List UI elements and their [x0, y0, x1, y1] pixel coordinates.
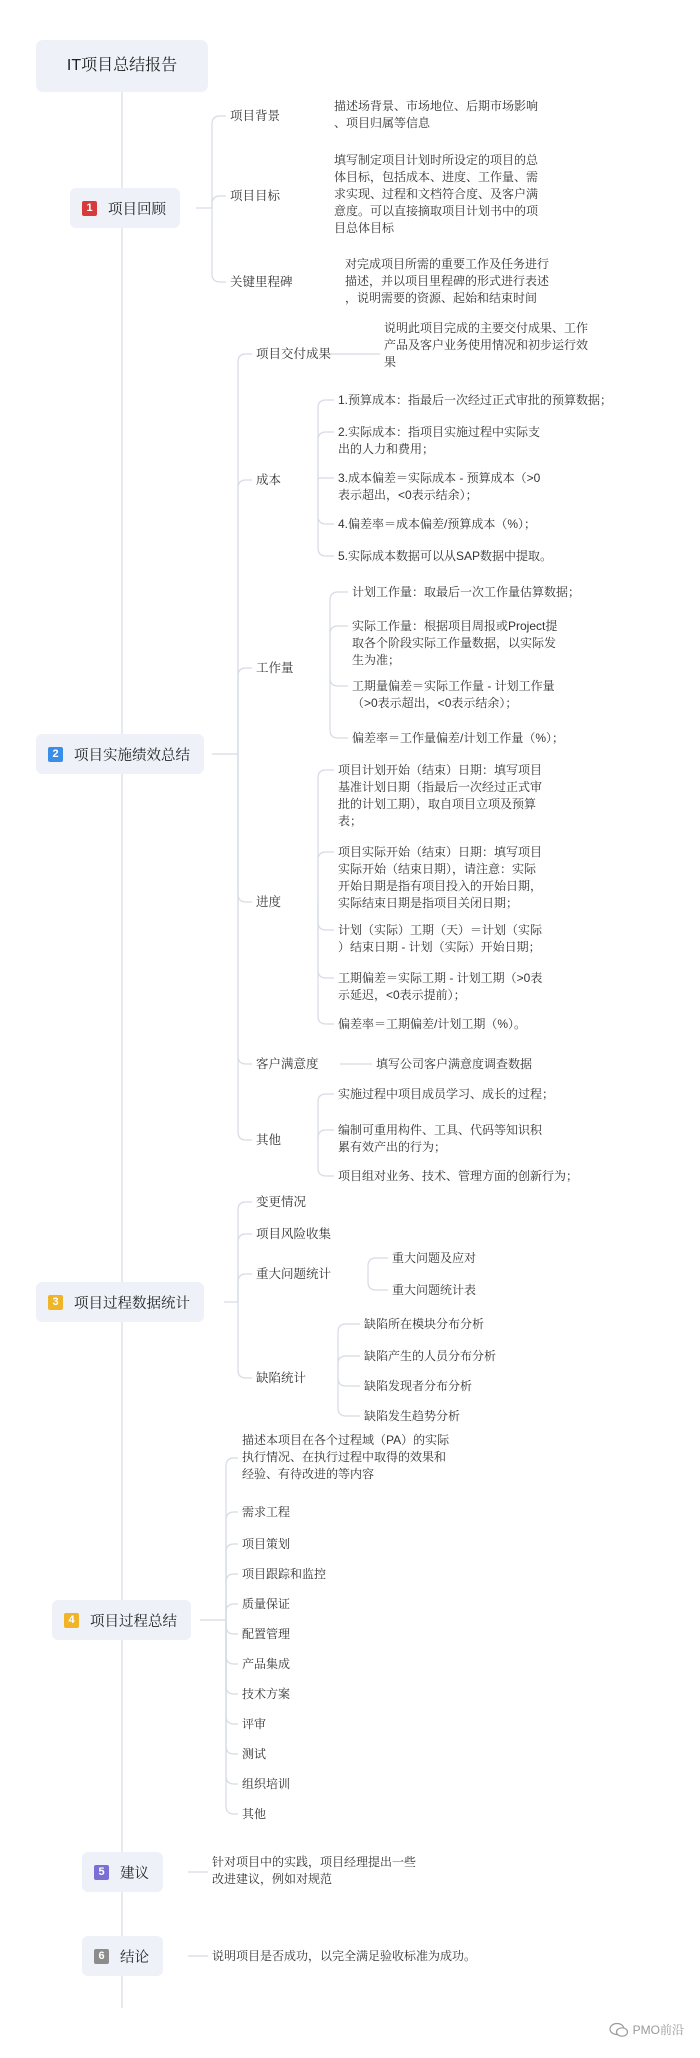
schedule-item-line: ）结束日期 - 计划（实际）开始日期；	[338, 940, 541, 954]
connector	[318, 902, 334, 978]
connector	[238, 1302, 252, 1378]
label-satisfaction: 客户满意度	[256, 1057, 319, 1071]
other-item-line: 实施过程中项目成员学习、成长的过程；	[338, 1087, 555, 1101]
text-deliverable-line: 说明此项目完成的主要交付成果、工作	[384, 321, 589, 335]
schedule-item	[338, 844, 542, 912]
schedule-item-line: 项目实际开始（结束）日期：填写项目	[338, 845, 543, 859]
connector	[338, 1356, 360, 1378]
text-process-intro-line: 经验、有待改进的等内容	[242, 1467, 375, 1481]
label-workload: 工作量	[256, 661, 294, 675]
text-suggest	[212, 1854, 416, 1888]
cost-item	[338, 470, 540, 504]
process-item: 项目跟踪和监控	[242, 1567, 327, 1581]
connector	[226, 1620, 238, 1754]
schedule-item	[338, 922, 542, 956]
text-conclusion-line: 说明项目是否成功，以完全满足验收标准为成功。	[212, 1949, 477, 1963]
other-item-line: 项目组对业务、技术、管理方面的创新行为；	[338, 1169, 579, 1183]
process-item: 测试	[242, 1747, 267, 1761]
text-goal-line: 意度。可以直接摘取项目计划书中的项	[334, 204, 539, 218]
connector	[318, 432, 334, 480]
cost-item	[338, 392, 612, 409]
schedule-item-line: 基准计划日期（指最后一次经过正式审	[338, 780, 543, 794]
workload-item	[352, 618, 557, 669]
workload-item-line: 取各个阶段实际工作量数据，以实际发	[352, 636, 557, 650]
connector	[338, 1378, 360, 1386]
watermark	[609, 2021, 684, 2038]
connector	[330, 668, 348, 686]
branch-6	[82, 1936, 163, 1976]
text-goal	[334, 152, 538, 237]
schedule-item-line: 计划（实际）工期（天）＝计划（实际	[338, 923, 543, 937]
schedule-item	[338, 762, 542, 830]
text-milestone	[345, 256, 549, 307]
label-risk: 项目风险收集	[256, 1227, 332, 1241]
branch-3	[36, 1282, 204, 1322]
branch-4	[52, 1600, 191, 1640]
other-item	[338, 1168, 578, 1185]
branch-label: 项目实施绩效总结	[74, 747, 190, 764]
root-node: IT项目总结报告	[36, 40, 208, 92]
process-item: 评审	[242, 1717, 267, 1731]
schedule-item-line: 开始日期是指有项目投入的开始日期，	[338, 879, 543, 893]
other-item-line: 编制可重用构件、工具、代码等知识积	[338, 1123, 543, 1137]
text-goal-line: 求实现、过程和文档符合度、及客户满	[334, 187, 539, 201]
branch-5	[82, 1852, 163, 1892]
cost-item	[338, 424, 540, 458]
cost-item-line: 1.预算成本：指最后一次经过正式审批的预算数据；	[338, 393, 613, 407]
branch-2	[36, 734, 204, 774]
number-badge: 4	[64, 1613, 79, 1628]
workload-item	[352, 730, 564, 747]
connector	[318, 902, 334, 1024]
text-suggest-line: 针对项目中的实践，项目经理提出一些	[212, 1855, 417, 1869]
schedule-item-line: 项目计划开始（结束）日期：填写项目	[338, 763, 543, 777]
workload-item-line: 实际工作量：根据项目周报或Project提	[352, 619, 558, 633]
connector	[368, 1274, 388, 1290]
connector	[238, 1234, 252, 1302]
connector	[212, 116, 226, 208]
cost-item-line: 3.成本偏差＝实际成本 - 预算成本（>0	[338, 471, 541, 485]
connector	[238, 754, 252, 1140]
connector	[226, 1620, 238, 1724]
branch-label: 项目回顾	[108, 201, 166, 218]
cost-item	[338, 516, 536, 533]
label-schedule: 进度	[256, 895, 282, 909]
process-item: 需求工程	[242, 1505, 291, 1519]
connector	[226, 1604, 238, 1620]
chat-bubble-icon	[609, 2022, 629, 2038]
label-defect: 缺陷统计	[256, 1371, 307, 1385]
process-item: 产品集成	[242, 1657, 291, 1671]
defect-item: 缺陷发生趋势分析	[364, 1409, 461, 1423]
connector	[318, 770, 334, 902]
connector	[238, 480, 252, 754]
connector	[330, 668, 348, 738]
branch-label: 项目过程总结	[90, 1613, 177, 1630]
connector	[318, 1130, 334, 1140]
connector	[226, 1458, 238, 1620]
text-suggest-line: 改进建议，例如对规范	[212, 1872, 333, 1886]
other-item	[338, 1086, 554, 1103]
cost-item-line: 4.偏差率＝成本偏差/预算成本（%）；	[338, 517, 537, 531]
connector	[318, 480, 334, 556]
process-item: 质量保证	[242, 1597, 291, 1611]
major-item: 重大问题及应对	[392, 1251, 477, 1265]
schedule-item-line: 实际结束日期是指项目关闭日期；	[338, 896, 519, 910]
connector	[318, 478, 334, 480]
branch-label: 结论	[120, 1949, 149, 1966]
text-deliverable-line: 产品及客户业务使用情况和初步运行效	[384, 338, 589, 352]
text-deliverable	[384, 320, 588, 371]
text-goal-line: 目总体目标	[334, 221, 395, 235]
defect-item: 缺陷所在模块分布分析	[364, 1317, 485, 1331]
text-background-line: 描述场背景、市场地位、后期市场影响	[334, 99, 539, 113]
branch-label: 建议	[120, 1865, 149, 1882]
text-conclusion	[212, 1948, 476, 1965]
connector	[330, 592, 348, 668]
connector	[318, 1140, 334, 1176]
connector	[318, 400, 334, 480]
connector	[238, 668, 252, 754]
label-background: 项目背景	[230, 109, 281, 123]
workload-item-line: 工期量偏差＝实际工作量 - 计划工作量	[352, 679, 555, 693]
schedule-item-line: 批的计划工期），取自项目立项及预算	[338, 797, 537, 811]
text-milestone-line: 对完成项目所需的重要工作及任务进行	[345, 257, 550, 271]
text-satisfaction	[376, 1056, 532, 1073]
connector	[226, 1574, 238, 1620]
major-item: 重大问题统计表	[392, 1283, 477, 1297]
cost-item	[338, 548, 552, 565]
schedule-item-line: 表；	[338, 814, 363, 828]
label-major: 重大问题统计	[256, 1267, 332, 1281]
other-item-line: 累有效产出的行为；	[338, 1140, 447, 1154]
defect-item: 缺陷产生的人员分布分析	[364, 1349, 497, 1363]
connector	[226, 1544, 238, 1620]
process-item: 其他	[242, 1807, 267, 1821]
text-background-line: 、项目归属等信息	[334, 116, 431, 130]
connector	[318, 1094, 334, 1140]
connector	[330, 626, 348, 668]
text-deliverable-line: 果	[384, 355, 397, 369]
process-item: 技术方案	[242, 1687, 291, 1701]
label-milestone: 关键里程碑	[230, 275, 293, 289]
text-process-intro-line: 描述本项目在各个过程域（PA）的实际	[242, 1433, 450, 1447]
cost-item-line: 2.实际成本：指项目实施过程中实际支	[338, 425, 541, 439]
text-goal-line: 填写制定项目计划时所设定的项目的总	[334, 153, 539, 167]
process-item: 组织培训	[242, 1777, 291, 1791]
branch-label: 项目过程数据统计	[74, 1295, 190, 1312]
connector	[226, 1620, 238, 1634]
workload-item-line: （>0表示超出，<0表示结余）；	[352, 696, 518, 710]
process-item: 配置管理	[242, 1627, 291, 1641]
label-change: 变更情况	[256, 1195, 307, 1209]
workload-item	[352, 678, 555, 712]
workload-item-line: 生为准；	[352, 653, 401, 667]
label-deliverable: 项目交付成果	[256, 347, 332, 361]
workload-item-line: 计划工作量：取最后一次工作量估算数据；	[352, 585, 581, 599]
label-cost: 成本	[256, 473, 282, 487]
number-badge: 6	[94, 1949, 109, 1964]
other-item	[338, 1122, 542, 1156]
connector	[238, 1202, 252, 1302]
connector	[226, 1620, 238, 1784]
connector	[212, 196, 226, 208]
schedule-item-line: 示延迟，<0表示提前）；	[338, 988, 466, 1002]
connector	[318, 852, 334, 902]
connector	[226, 1620, 238, 1814]
label-goal: 项目目标	[230, 189, 281, 203]
workload-item	[352, 584, 580, 601]
connector	[238, 1274, 252, 1302]
schedule-item	[338, 1016, 526, 1033]
connector	[238, 754, 252, 902]
schedule-item	[338, 970, 542, 1004]
text-satisfaction-line: 填写公司客户满意度调查数据	[376, 1057, 533, 1071]
connector	[212, 208, 226, 282]
number-badge: 2	[48, 747, 63, 762]
connector	[226, 1620, 238, 1664]
cost-item-line: 表示超出，<0表示结余）；	[338, 488, 478, 502]
connector	[238, 354, 252, 754]
watermark-text: PMO前沿	[632, 2023, 684, 2037]
text-process-intro	[242, 1432, 449, 1483]
defect-item: 缺陷发现者分布分析	[364, 1379, 473, 1393]
process-item: 项目策划	[242, 1537, 291, 1551]
connector	[338, 1378, 360, 1416]
workload-item-line: 偏差率＝工作量偏差/计划工作量（%）；	[352, 731, 565, 745]
text-milestone-line: ，说明需要的资源、起始和结束时间	[345, 291, 538, 305]
cost-item-line: 出的人力和费用；	[338, 442, 435, 456]
schedule-item-line: 偏差率＝工期偏差/计划工期（%）。	[338, 1017, 527, 1031]
connector	[238, 754, 252, 1064]
text-process-intro-line: 执行情况、在执行过程中取得的效果和	[242, 1450, 447, 1464]
label-other: 其他	[256, 1133, 282, 1147]
text-background	[334, 98, 538, 132]
branch-1	[70, 188, 180, 228]
text-milestone-line: 描述，并以项目里程碑的形式进行表述	[345, 274, 550, 288]
number-badge: 3	[48, 1295, 63, 1310]
number-badge: 5	[94, 1865, 109, 1880]
connector	[318, 480, 334, 524]
text-goal-line: 体目标，包括成本、进度、工作量、需	[334, 170, 539, 184]
connector	[318, 902, 334, 930]
connector	[338, 1324, 360, 1378]
number-badge: 1	[82, 201, 97, 216]
schedule-item-line: 工期偏差＝实际工期 - 计划工期（>0表	[338, 971, 543, 985]
cost-item-line: 5.实际成本数据可以从SAP数据中提取。	[338, 549, 553, 563]
schedule-item-line: 实际开始（结束日期），请注意：实际	[338, 862, 537, 876]
connector	[368, 1258, 388, 1274]
